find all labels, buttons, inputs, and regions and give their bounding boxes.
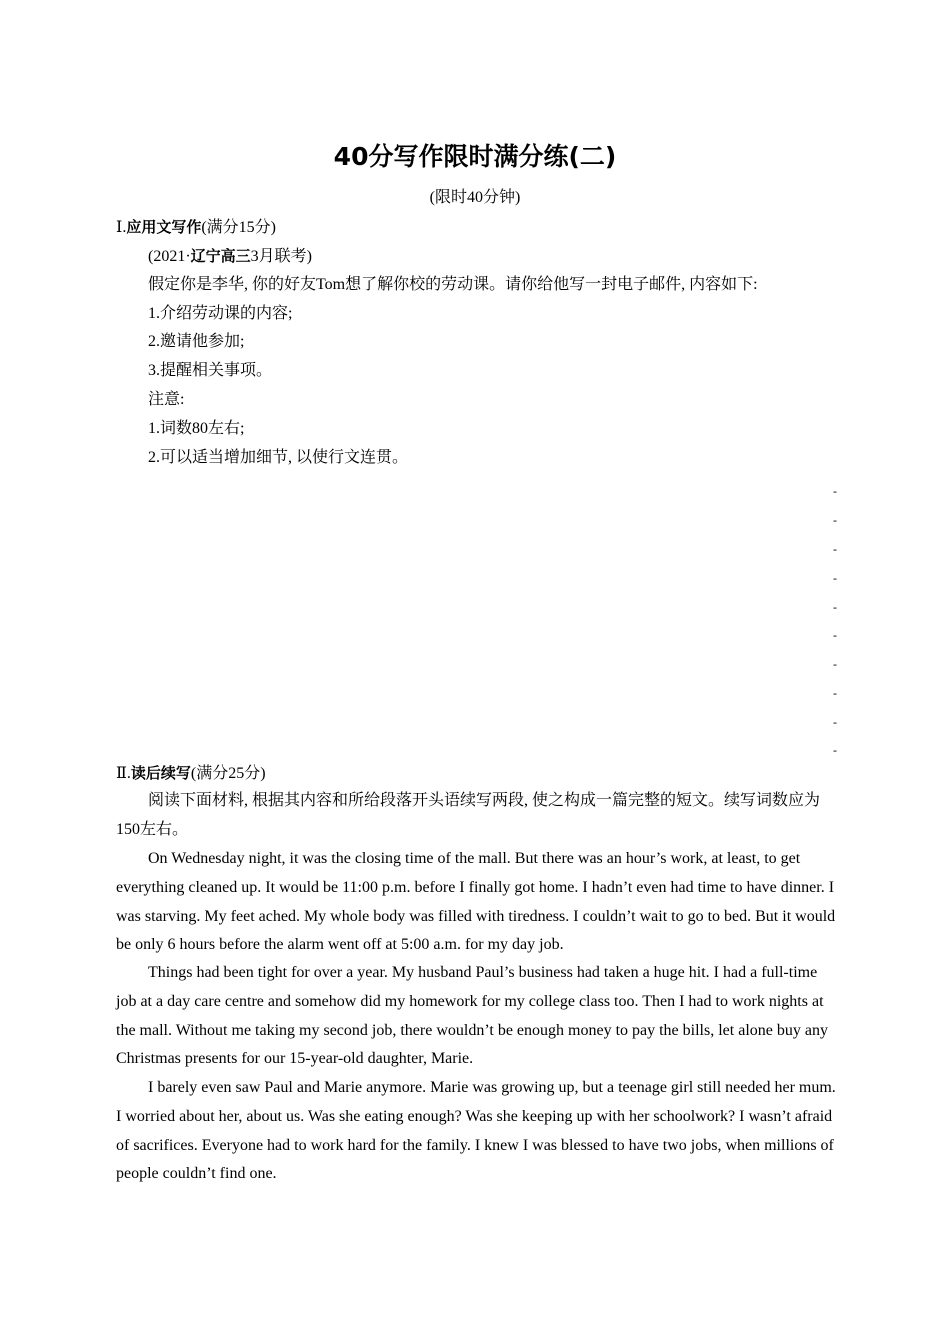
- section2-label: Ⅱ.: [116, 765, 131, 782]
- section1-label: Ⅰ.: [116, 219, 127, 236]
- section1-point: 3.提醒相关事项。: [148, 362, 273, 379]
- answer-line-mark: -: [833, 686, 837, 700]
- answer-line-mark: -: [833, 743, 837, 757]
- passage-paragraph: On Wednesday night, it was the closing time of the mall. But there was an hour’s work, at least, to get everything cleaned up. It would be 11:00 p.m. before I finally got home. I hadn’t even had time to have dinner. I was starving. My feet ached. My whole body was filled with tiredness. I couldn’t wait to go to bed. But it would be only 6 hours before the alarm went off at 5:00 a.m. for my day job.: [116, 850, 836, 954]
- answer-line-mark: -: [833, 657, 837, 671]
- section2-heading: [116, 762, 266, 785]
- section1-score: (满分15分): [201, 219, 277, 236]
- passage-paragraph: Things had been tight for over a year. My husband Paul’s business had taken a huge hit. I had a full-time job at a day care centre and somehow did my homework for my college class too. Then I had to work nights at the mall. Without me taking my second job, there wouldn’t be enough money to pay the bills, let alone buy any Christmas presents for our 15-year-old daughter, Marie.: [116, 964, 828, 1068]
- time-limit: (限时40分钟): [429, 189, 521, 206]
- section1-note: 2.可以适当增加细节, 以使行文连贯。: [148, 449, 409, 466]
- section1-heading: [116, 216, 276, 239]
- section1-point: 2.邀请他参加;: [148, 333, 245, 350]
- answer-line-mark: -: [833, 542, 837, 556]
- section2-title: 读后续写: [130, 764, 191, 782]
- page-title: 40分写作限时满分练(二): [333, 142, 617, 171]
- section1-prompt: 假定你是李华, 你的好友Tom想了解你校的劳动课。请你给他写一封电子邮件, 内容如下:: [148, 276, 758, 293]
- answer-line-mark: -: [833, 484, 837, 498]
- answer-line-mark: -: [833, 628, 837, 642]
- section1-source: (2021·辽宁高三3月联考): [148, 247, 313, 265]
- section1-note: 1.词数80左右;: [148, 420, 245, 437]
- answer-line-mark: -: [833, 600, 837, 614]
- section2-instruction: 阅读下面材料, 根据其内容和所给段落开头语续写两段, 使之构成一篇完整的短文。续写词数应为150左右。: [116, 792, 821, 838]
- section1-point: 1.介绍劳动课的内容;: [148, 305, 293, 322]
- answer-line-mark: -: [833, 571, 837, 585]
- passage-paragraph: I barely even saw Paul and Marie anymore. Marie was growing up, but a teenage girl still needed her mum. I worried about her, about us. Was she eating enough? Was she keeping up with her schoolwork? I wasn’t afraid of sacrifices. Everyone had to work hard for the family. I knew I was blessed to have two jobs, when millions of people couldn’t find one.: [116, 1079, 836, 1183]
- section2-score: (满分25分): [190, 765, 266, 782]
- section1-title: 应用文写作: [126, 218, 202, 236]
- section1-notes-label: 注意:: [148, 391, 185, 408]
- answer-line-mark: -: [833, 715, 837, 729]
- answer-line-mark: -: [833, 513, 837, 527]
